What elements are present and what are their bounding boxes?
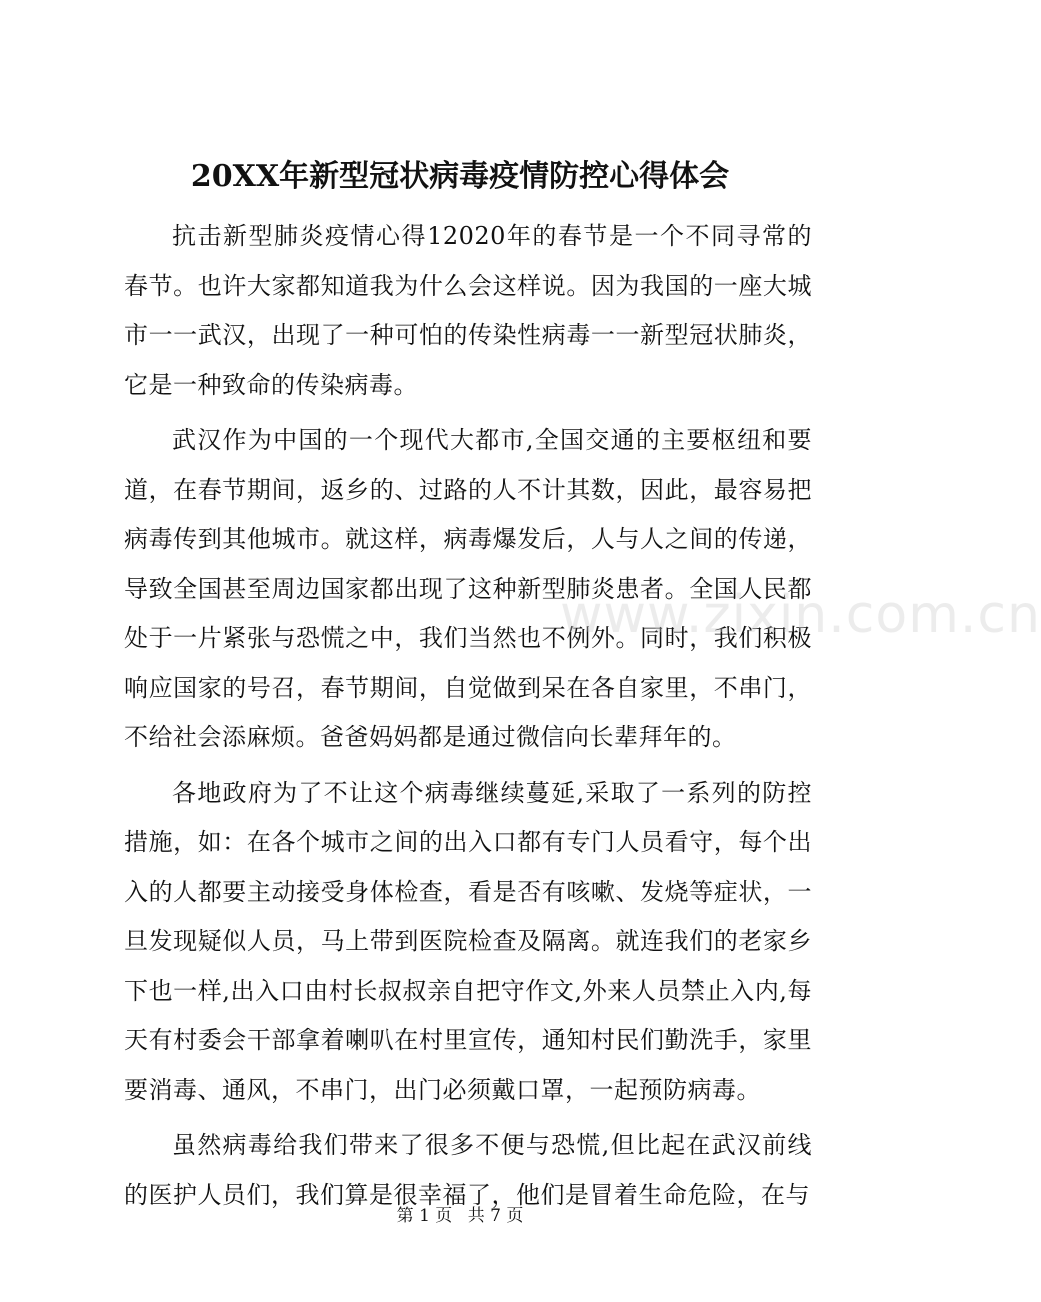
document-title: 20XX年新型冠状病毒疫情防控心得体会: [190, 159, 730, 194]
page-total: 共 7 页: [467, 1206, 524, 1226]
paragraph: 武汉作为中国的一个现代大都市,全国交通的主要枢纽和要道，在春节期间，返乡的、过路的人不计其数，因此，最容易把病毒传到其他城市。就这样，病毒爆发后，人与人之间的传递，导致全国甚至周边国家都出现了这种新型肺炎患者。全国人民都处于一片紧张与恐慌之中，我们当然也不例外。同时，我们积极响应国家的号召，春节期间，自觉做到呆在各自家里，不串门，不给社会添麻烦。爸爸妈妈都是通过微信向长辈拜年的。: [124, 426, 812, 751]
watermark: www.zixin.com.cn: [560, 585, 1041, 645]
paragraph: 虽然病毒给我们带来了很多不便与恐慌,但比起在武汉前线的医护人员们，我们算是很幸福了，他们是冒着生命危险，在与: [124, 1131, 812, 1209]
page-number: 第 1 页: [396, 1206, 453, 1226]
paragraph: 各地政府为了不让这个病毒继续蔓延,采取了一系列的防控措施，如：在各个城市之间的出入口都有专门人员看守，每个出入的人都要主动接受身体检查，看是否有咳嗽、发烧等症状，一旦发现疑似人员，马上带到医院检查及隔离。就连我们的老家乡下也一样,出入口由村长叔叔亲自把守作文,外来人员禁止入内,每天有村委会干部拿着喇叭在村里宣传，通知村民们勤洗手，家里要消毒、通风，不串门，出门必须戴口罩，一起预防病毒。: [124, 778, 812, 1104]
paragraph: 抗击新型肺炎疫情心得12020年的春节是一个不同寻常的春节。也许大家都知道我为什么会这样说。因为我国的一座大城市一一武汉，出现了一种可怕的传染性病毒一一新型冠状肺炎，它是一种致命的传染病毒。: [124, 222, 812, 399]
document-body: [124, 212, 812, 1220]
page-footer: [0, 1201, 920, 1226]
